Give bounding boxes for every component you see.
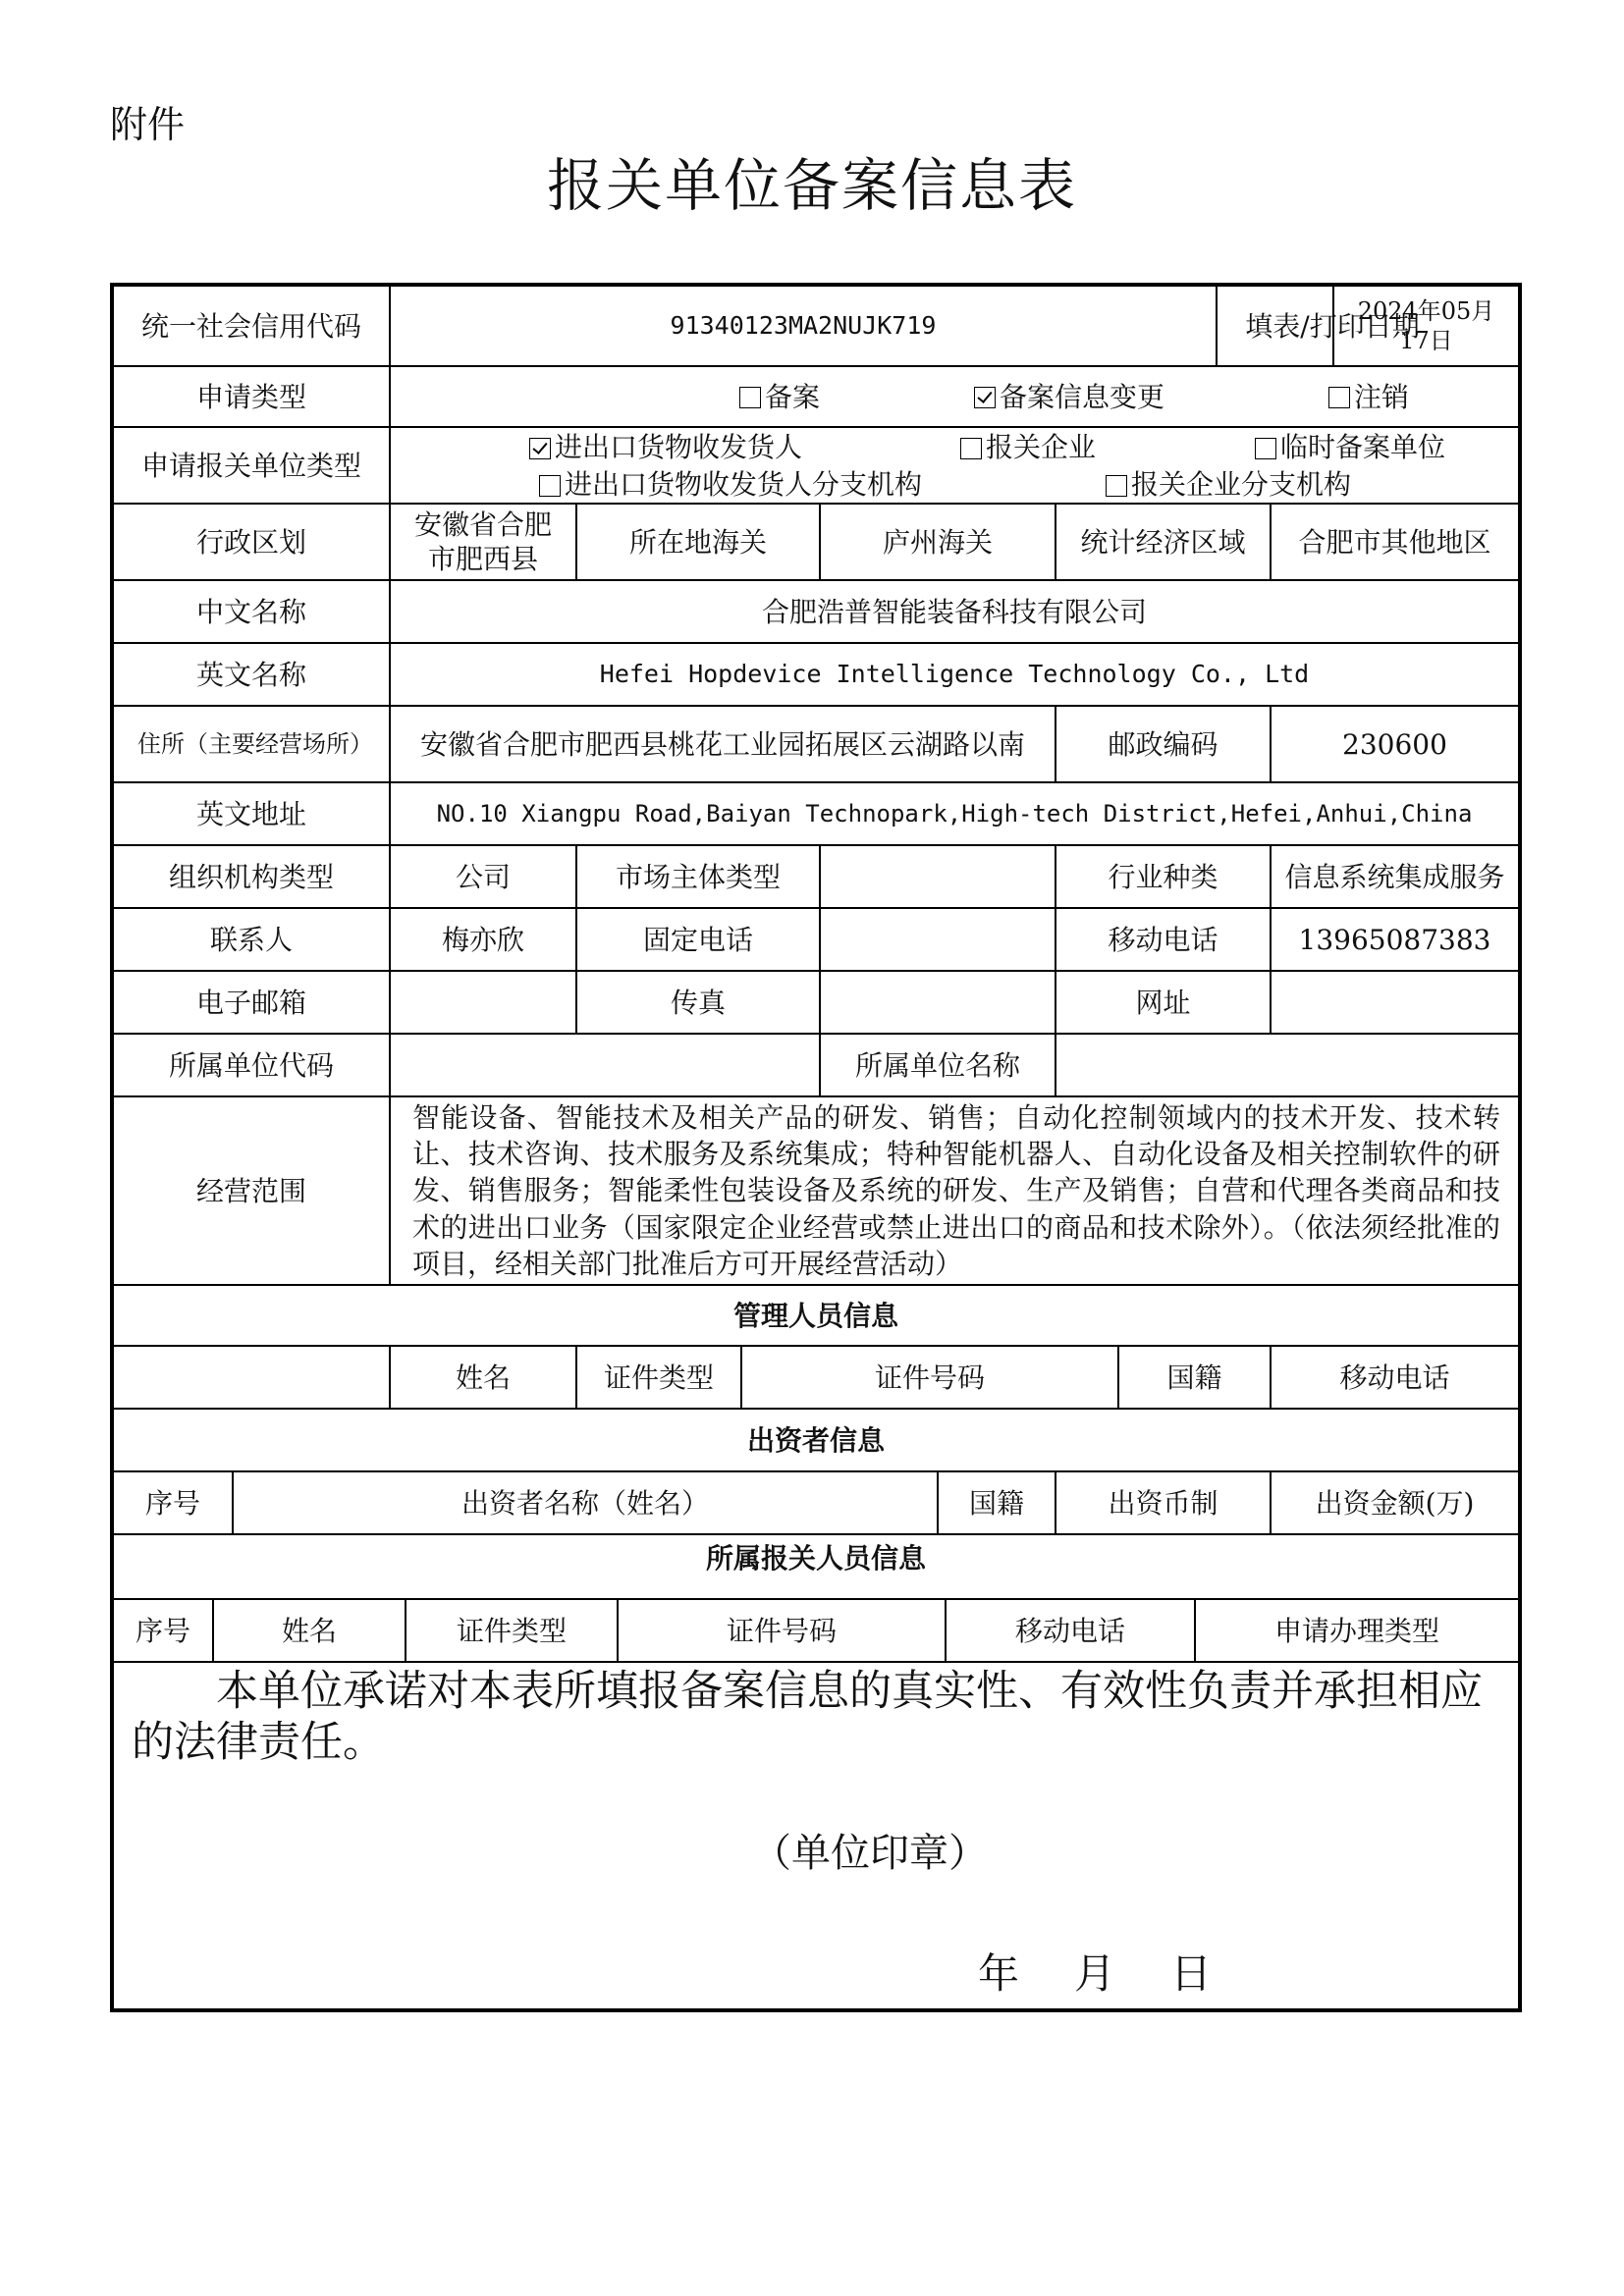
fax-value[interactable] bbox=[819, 972, 1055, 1033]
parent-code-label: 所属单位代码 bbox=[168, 1048, 334, 1082]
postal-code-label: 邮政编码 bbox=[1055, 707, 1270, 781]
market-type-value[interactable] bbox=[819, 846, 1055, 907]
parent-code-value[interactable] bbox=[389, 1035, 819, 1095]
managers-section-header bbox=[114, 1284, 1518, 1345]
checkbox-broker-branch[interactable] bbox=[1106, 475, 1127, 497]
option-temporary-text: 临时备案单位 bbox=[1280, 431, 1446, 463]
email-value[interactable] bbox=[389, 972, 575, 1033]
application-type-options bbox=[389, 367, 1518, 426]
english-address-row bbox=[114, 781, 1518, 844]
investors-col-nationality: 国籍 bbox=[937, 1472, 1055, 1533]
checkbox-filing[interactable] bbox=[739, 387, 761, 408]
managers-blank-cell bbox=[114, 1347, 389, 1408]
managers-col-mobile: 移动电话 bbox=[1270, 1347, 1518, 1408]
website-value[interactable] bbox=[1270, 972, 1518, 1033]
form-title: 报关单位备案信息表 bbox=[546, 152, 1077, 219]
pledge-section bbox=[114, 1661, 1518, 2008]
mobile-value[interactable]: 13965087383 bbox=[1270, 909, 1518, 970]
checkbox-change[interactable] bbox=[974, 387, 996, 408]
business-scope-value[interactable]: 智能设备、智能技术及相关产品的研发、销售；自动化控制领域内的技术开发、技术转让、技术咨询、技术服务及系统集成；特种智能机器人、自动化设备及相关控制软件的研发、销售服务；智能柔性包装设备及系统的研发、生产及销售；自营和代理各类商品和技术的进出口业务（国家限定企业经营或禁止进出口的商品和技术除外）。（依法须经批准的项目，经相关部门批准后方可开展经营活动） bbox=[389, 1097, 1518, 1284]
english-address-value[interactable]: NO.10 Xiangpu Road,Baiyan Technopark,High-tech District,Hefei,Anhui,China bbox=[389, 783, 1518, 844]
option-broker-branch-text: 报关企业分支机构 bbox=[1131, 468, 1352, 501]
credit-code-label: 统一社会信用代码 bbox=[140, 309, 361, 343]
signature-date bbox=[978, 1942, 1212, 2001]
industry-label: 行业种类 bbox=[1055, 846, 1270, 907]
application-type-row bbox=[114, 365, 1518, 426]
date-year: 年 bbox=[978, 1949, 1020, 1998]
pledge-text: 本单位承诺对本表所填报备案信息的真实性、有效性负责并承担相应的法律责任。 bbox=[132, 1667, 1483, 1767]
parent-name-label: 所属单位名称 bbox=[819, 1035, 1055, 1095]
managers-col-name: 姓名 bbox=[389, 1347, 575, 1408]
customs-value[interactable]: 庐州海关 bbox=[819, 505, 1055, 579]
date-month: 月 bbox=[1074, 1949, 1116, 1998]
market-type-label: 市场主体类型 bbox=[575, 846, 819, 907]
organization-row bbox=[114, 844, 1518, 907]
region-row bbox=[114, 503, 1518, 579]
business-scope-row bbox=[114, 1095, 1518, 1284]
managers-col-id-number: 证件号码 bbox=[740, 1347, 1117, 1408]
investors-col-currency: 出资币制 bbox=[1055, 1472, 1270, 1533]
option-broker[interactable] bbox=[960, 430, 1096, 464]
checkbox-cancel[interactable] bbox=[1328, 387, 1350, 408]
option-cancel-text: 注销 bbox=[1354, 380, 1410, 413]
economic-region-label: 统计经济区域 bbox=[1055, 505, 1270, 579]
staff-col-mobile: 移动电话 bbox=[945, 1600, 1194, 1661]
option-importer-text: 进出口货物收发货人 bbox=[555, 431, 803, 463]
option-filing-text: 备案 bbox=[765, 380, 821, 413]
postal-code-value[interactable]: 230600 bbox=[1270, 707, 1518, 781]
option-broker-branch[interactable] bbox=[1106, 467, 1351, 502]
english-name-row bbox=[114, 642, 1518, 705]
industry-value[interactable]: 信息系统集成服务 bbox=[1270, 846, 1518, 907]
managers-section-title: 管理人员信息 bbox=[732, 1299, 898, 1332]
credit-code-row bbox=[114, 287, 1518, 365]
managers-col-nationality: 国籍 bbox=[1117, 1347, 1270, 1408]
website-label: 网址 bbox=[1055, 972, 1270, 1033]
option-temporary[interactable] bbox=[1255, 430, 1445, 464]
option-broker-text: 报关企业 bbox=[986, 431, 1097, 463]
fill-date-line2: 17日 bbox=[1399, 327, 1453, 354]
region-label: 行政区划 bbox=[195, 525, 306, 559]
chinese-name-row bbox=[114, 579, 1518, 642]
investors-section-title: 出资者信息 bbox=[746, 1423, 885, 1457]
checkbox-temporary[interactable] bbox=[1255, 438, 1276, 459]
english-name-label: 英文名称 bbox=[195, 658, 306, 691]
economic-region-value[interactable]: 合肥市其他地区 bbox=[1270, 505, 1518, 579]
chinese-name-value[interactable]: 合肥浩普智能装备科技有限公司 bbox=[389, 581, 1518, 642]
application-type-label: 申请类型 bbox=[195, 380, 306, 413]
investors-section-header bbox=[114, 1408, 1518, 1470]
unit-type-row bbox=[114, 426, 1518, 503]
chinese-name-label: 中文名称 bbox=[195, 595, 306, 628]
address-value[interactable]: 安徽省合肥市肥西县桃花工业园拓展区云湖路以南 bbox=[389, 707, 1055, 781]
investors-header-row bbox=[114, 1470, 1518, 1533]
investors-col-name: 出资者名称（姓名） bbox=[232, 1472, 937, 1533]
staff-section-header bbox=[114, 1533, 1518, 1598]
unit-seal-label: （单位印章） bbox=[752, 1831, 988, 1876]
option-filing[interactable] bbox=[739, 380, 820, 414]
org-type-label: 组织机构类型 bbox=[168, 860, 334, 893]
mobile-label: 移动电话 bbox=[1055, 909, 1270, 970]
email-row bbox=[114, 970, 1518, 1033]
contact-value[interactable]: 梅亦欣 bbox=[389, 909, 575, 970]
option-importer-branch-text: 进出口货物收发货人分支机构 bbox=[565, 468, 923, 501]
investors-col-index: 序号 bbox=[144, 1486, 200, 1520]
fill-date-line1: 2024年05月 bbox=[1357, 297, 1495, 325]
registration-form bbox=[110, 283, 1522, 2012]
business-scope-label: 经营范围 bbox=[195, 1174, 306, 1207]
english-address-label: 英文地址 bbox=[195, 797, 306, 830]
customs-label: 所在地海关 bbox=[575, 505, 819, 579]
unit-type-label: 申请报关单位类型 bbox=[140, 449, 361, 482]
contact-label: 联系人 bbox=[209, 923, 293, 956]
landline-label: 固定电话 bbox=[575, 909, 819, 970]
managers-col-id-type: 证件类型 bbox=[575, 1347, 740, 1408]
investors-col-amount: 出资金额(万) bbox=[1270, 1472, 1518, 1533]
option-cancel[interactable] bbox=[1328, 380, 1409, 414]
option-importer[interactable] bbox=[529, 430, 802, 464]
staff-header-row bbox=[114, 1598, 1518, 1661]
parent-unit-row bbox=[114, 1033, 1518, 1095]
option-change-text: 备案信息变更 bbox=[1000, 380, 1165, 413]
staff-col-name: 姓名 bbox=[212, 1600, 405, 1661]
staff-col-id-type: 证件类型 bbox=[405, 1600, 617, 1661]
managers-header-row bbox=[114, 1345, 1518, 1408]
region-value[interactable]: 安徽省合肥市肥西县 bbox=[389, 505, 575, 579]
parent-name-value[interactable] bbox=[1055, 1035, 1518, 1095]
landline-value[interactable] bbox=[819, 909, 1055, 970]
staff-col-index: 序号 bbox=[135, 1614, 190, 1647]
checkbox-importer[interactable] bbox=[529, 438, 551, 459]
date-day: 日 bbox=[1170, 1949, 1213, 1998]
fax-label: 传真 bbox=[575, 972, 819, 1033]
address-label: 住所（主要经营场所） bbox=[137, 730, 373, 758]
org-type-value[interactable]: 公司 bbox=[389, 846, 575, 907]
unit-type-options bbox=[389, 428, 1518, 503]
checkbox-importer-branch[interactable] bbox=[539, 475, 561, 497]
english-name-value[interactable]: Hefei Hopdevice Intelligence Technology Co., Ltd bbox=[389, 644, 1518, 705]
fill-date-value[interactable] bbox=[1332, 287, 1518, 365]
staff-section-title: 所属报关人员信息 bbox=[705, 1542, 926, 1575]
address-row bbox=[114, 705, 1518, 781]
contact-row bbox=[114, 907, 1518, 970]
checkbox-broker[interactable] bbox=[960, 438, 982, 459]
credit-code-value[interactable]: 91340123MA2NUJK719 bbox=[389, 287, 1216, 365]
fill-date-label: 填表/打印日期 bbox=[1216, 287, 1447, 365]
staff-col-id-number: 证件号码 bbox=[617, 1600, 945, 1661]
option-importer-branch[interactable] bbox=[539, 467, 922, 502]
option-change[interactable] bbox=[974, 380, 1164, 414]
email-label: 电子邮箱 bbox=[195, 986, 306, 1019]
staff-col-apply-type: 申请办理类型 bbox=[1194, 1600, 1518, 1661]
attachment-label: 附件 bbox=[110, 103, 186, 146]
